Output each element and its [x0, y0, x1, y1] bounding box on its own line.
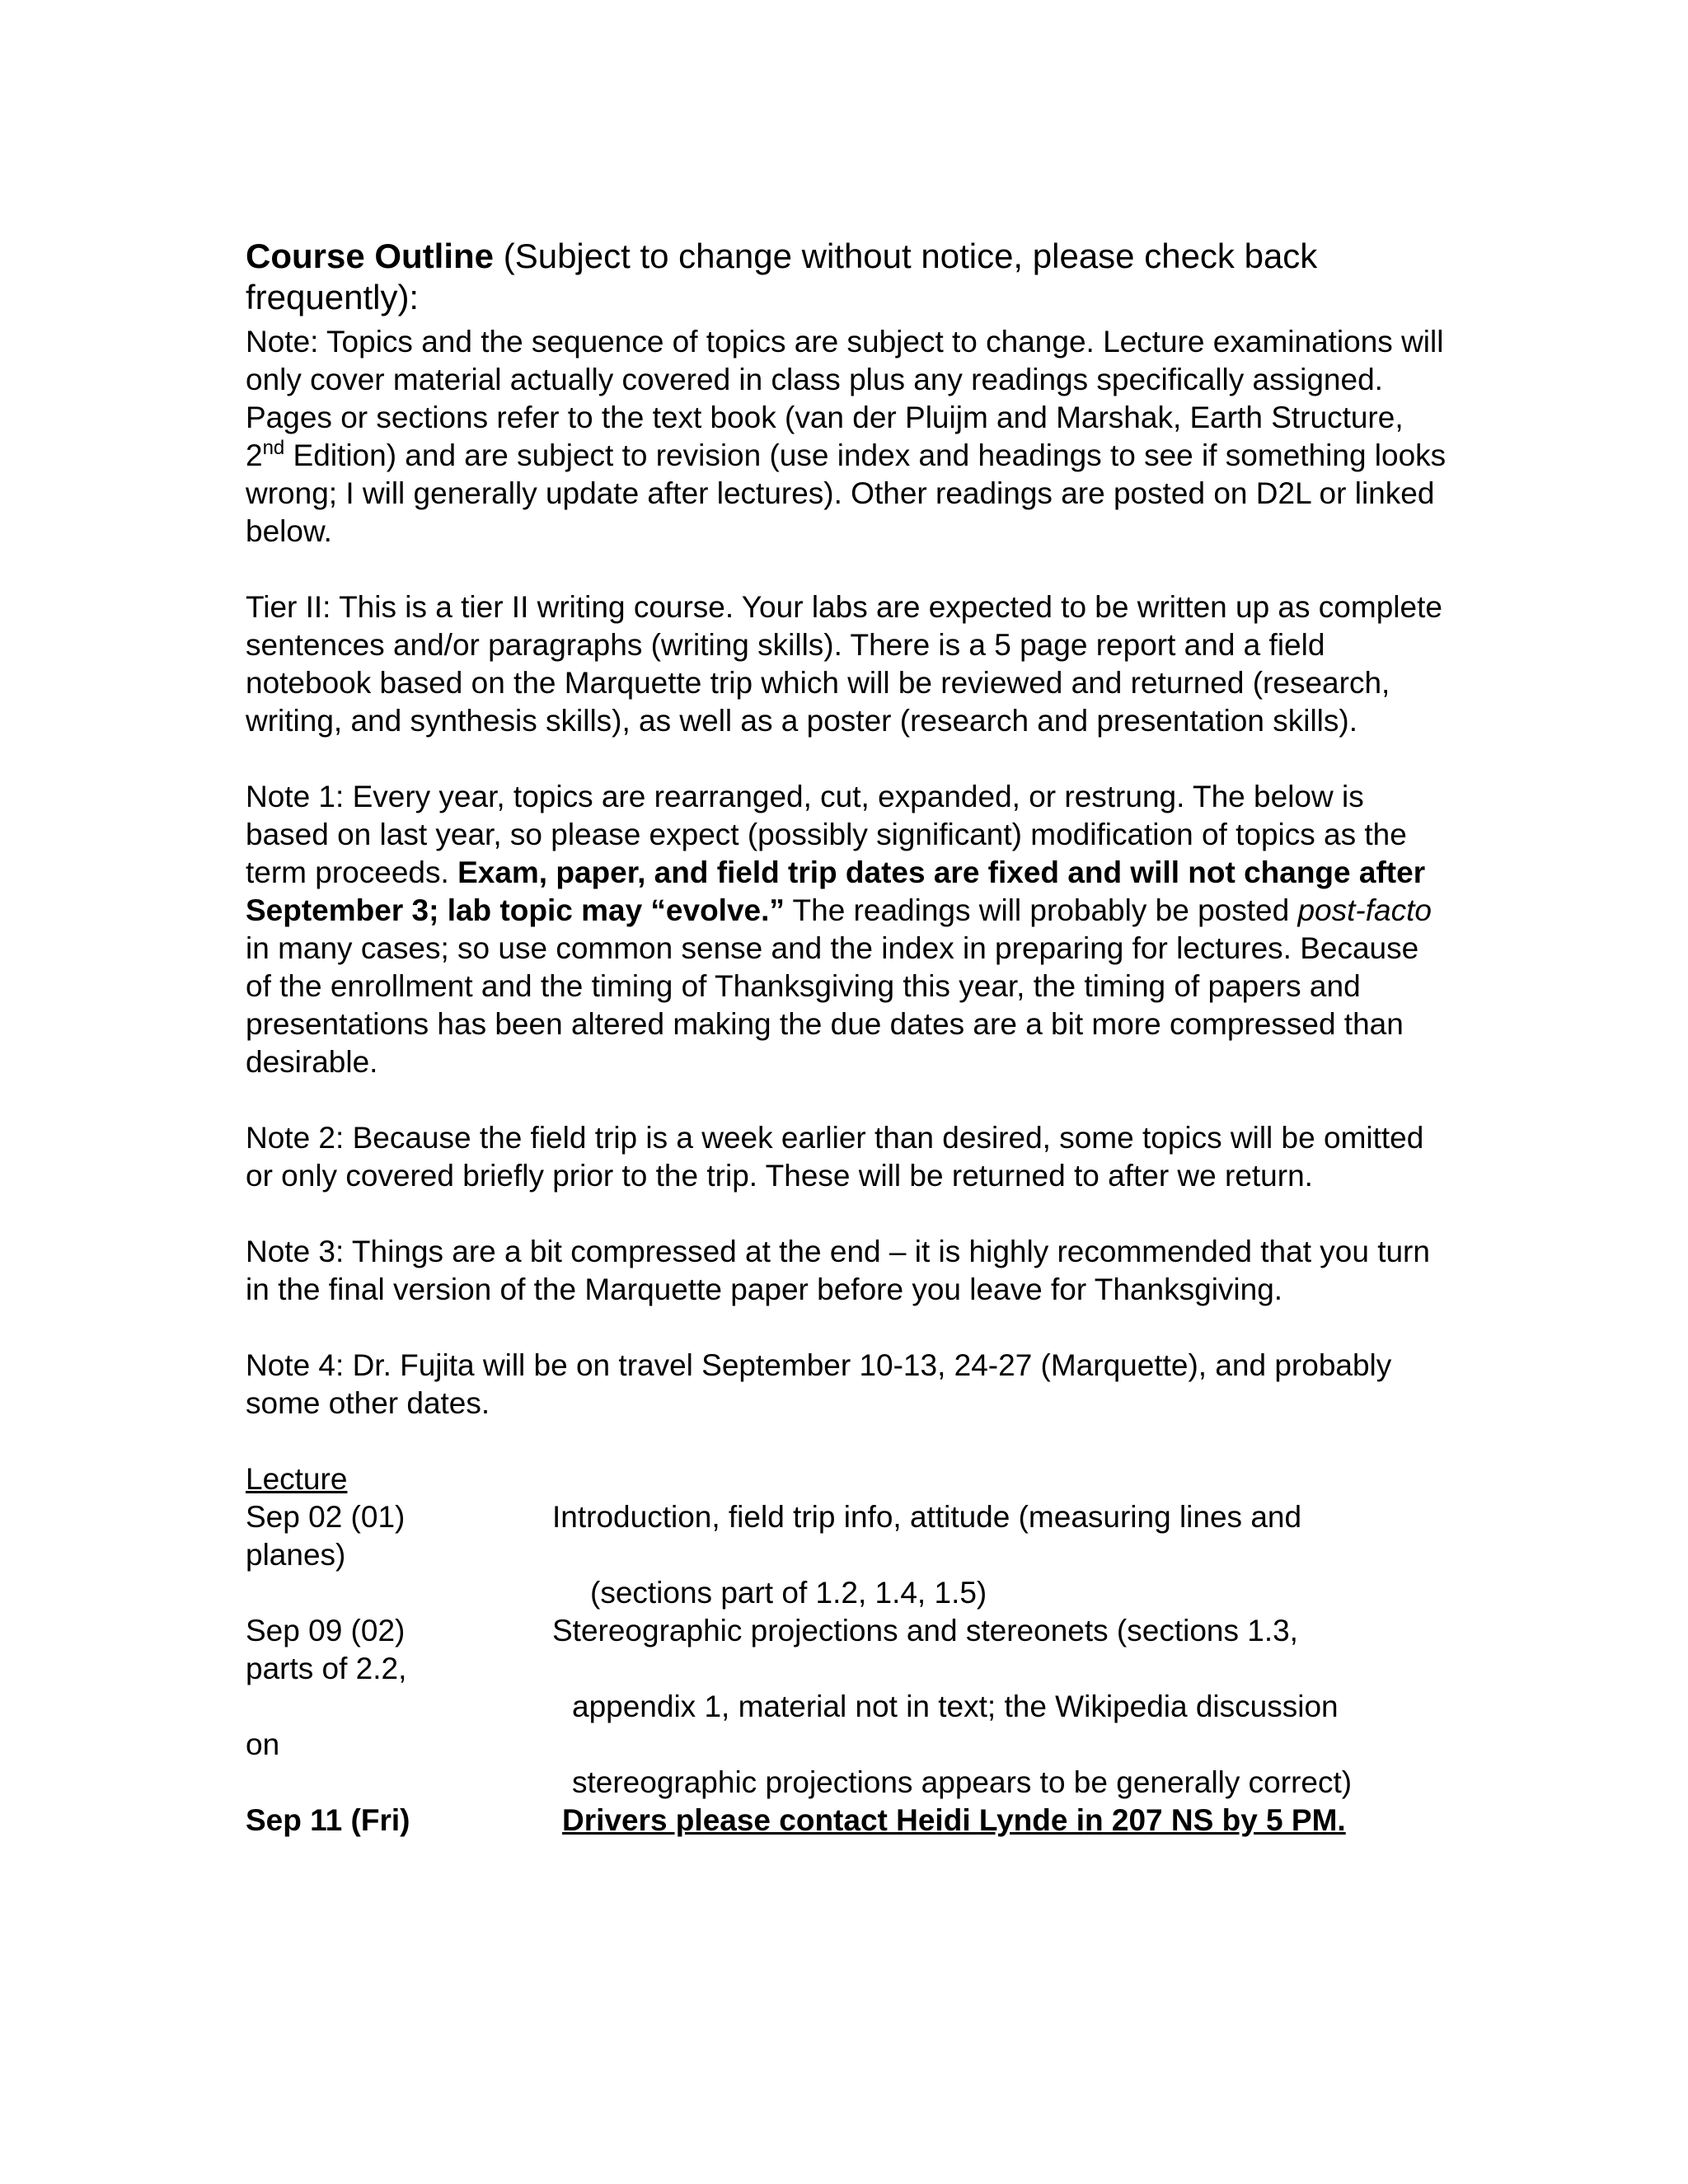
intro-text-2: Edition) and are subject to revision (use index and headings to see if something looks wrong; I will generally update after lectures). Other readings are posted on D2L or linked below. [246, 438, 1447, 548]
edition-superscript: nd [262, 437, 285, 459]
lecture-topic-wrap: parts of 2.2, [246, 1652, 407, 1685]
lecture-topic-wrap: on [246, 1727, 280, 1761]
note-1-italic-text: post-facto [1297, 893, 1432, 927]
lecture-topic: Introduction, field trip info, attitude (measuring lines and [552, 1500, 1302, 1534]
tier-two-paragraph: Tier II: This is a tier II writing course. Your labs are expected to be written up as complete sentences and/or paragraphs (writing skills). There is a 5 page report and a field notebook based on the Marquette trip which will be reviewed and returned (research, writing, and synthesis skills), as well as a poster (research and presentation skills). [246, 590, 1442, 738]
lecture-schedule [246, 1460, 1449, 1840]
title-bold: Course Outline [246, 237, 495, 275]
note-1-paragraph [246, 778, 1449, 1081]
lecture-topic-continued: (sections part of 1.2, 1.4, 1.5) [590, 1576, 987, 1610]
note-4-paragraph: Note 4: Dr. Fujita will be on travel September 10-13, 24-27 (Marquette), and probably some other dates. [246, 1348, 1392, 1420]
lecture-topic-continued: stereographic projections appears to be generally correct) [572, 1765, 1353, 1799]
note-1-text-1: Note 1: Every year, topics are rearranged, cut, expanded, or restrung. The below is based on last year, so please expect (possibly significant) modification of topics as the term proceeds. [246, 780, 1407, 889]
lecture-topic-continued: appendix 1, material not in text; the Wikipedia discussion [572, 1690, 1339, 1723]
note-3-paragraph: Note 3: Things are a bit compressed at the end – it is highly recommended that you turn in the final version of the Marquette paper before you leave for Thanksgiving. [246, 1235, 1430, 1306]
note-1-bold-text: Exam, paper, and field trip dates are fixed and will not change after September 3; lab topic may “evolve.” [246, 855, 1426, 927]
driver-deadline-row [246, 1802, 1449, 1840]
lecture-topic: Stereographic projections and stereonets (sections 1.3, [552, 1614, 1298, 1647]
lecture-date: Sep 09 (02) [246, 1614, 406, 1647]
intro-note [246, 323, 1449, 551]
note-1-text-3: in many cases; so use common sense and the index in preparing for lectures. Because of the enrollment and the timing of Thanksgiving this year, the timing of papers and presentations has been altered making the due dates are a bit more compressed than desirable. [246, 931, 1419, 1079]
lecture-heading: Lecture [246, 1462, 348, 1496]
course-outline-section [246, 236, 1449, 1840]
deadline-date: Sep 11 (Fri) [246, 1803, 410, 1837]
intro-text-1: Note: Topics and the sequence of topics are subject to change. Lecture examinations will only cover material actually covered in class plus any readings specifically assigned. Pages or sections refer to the text book (van der Pluijm and Marshak, Earth Structure, 2 [246, 325, 1444, 472]
course-outline-title [246, 236, 1449, 318]
lecture-row [246, 1498, 1449, 1536]
note-1-text-2: The readings will probably be posted [784, 893, 1298, 927]
deadline-text: Drivers please contact Heidi Lynde in 207 NS by 5 PM. [562, 1803, 1346, 1837]
lecture-topic-wrap: planes) [246, 1538, 346, 1572]
note-2-paragraph: Note 2: Because the field trip is a week earlier than desired, some topics will be omitted or only covered briefly prior to the trip. These will be returned to after we return. [246, 1121, 1424, 1193]
lecture-row [246, 1612, 1449, 1650]
title-subtitle: (Subject to change without notice, please check back frequently): [246, 237, 1318, 316]
lecture-date: Sep 02 (01) [246, 1500, 406, 1534]
